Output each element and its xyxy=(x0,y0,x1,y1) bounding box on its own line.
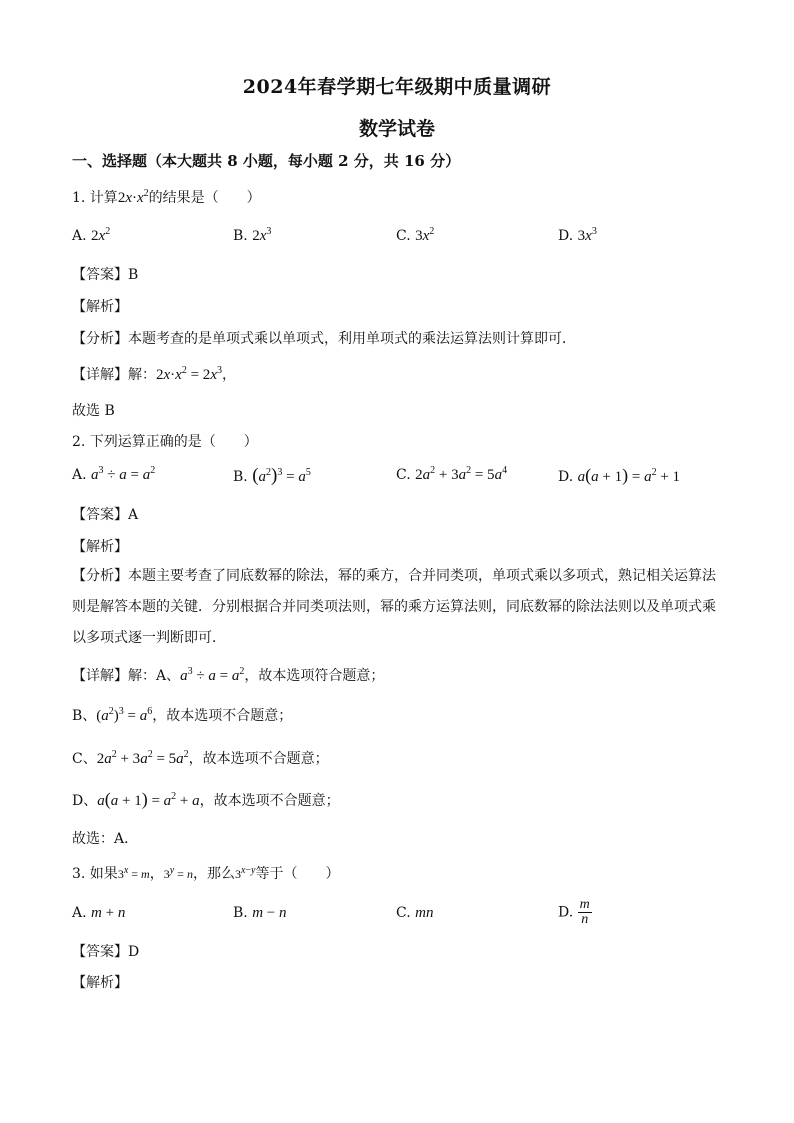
question-3-stem: 3. 如果$3^x = m$，$3^y = n$，那么$3^{x-y}$等于（ ） xyxy=(72,865,340,882)
page-title: 2024年春学期七年级期中质量调研 xyxy=(242,76,552,98)
q1-analysis: 【分析】本题考查的是单项式乘以单项式，利用单项式的乘法运算法则计算即可． xyxy=(72,331,576,347)
q1-conclusion: 故选 B xyxy=(72,403,115,419)
q1-answer: 【答案】B xyxy=(72,267,139,283)
q1-option-c: C. $3x^2$ xyxy=(396,226,435,244)
q2-analysis: 【分析】本题主要考查了同底数幂的除法，幂的乘方，合并同类项，单项式乘以多项式，熟记相关运算法则是解答本题的关键．分别根据合并同类项法则，幂的乘方运算法则，同底数幂的除法法则以及单项式乘以多项式逐一判断即可． xyxy=(72,568,716,646)
q1-option-a: A. $2x^2$ xyxy=(72,226,111,244)
page-subtitle: 数学试卷 xyxy=(358,118,435,140)
q2-answer: 【答案】A xyxy=(72,507,139,523)
q2-option-c: C. $2a^2 + 3a^2 = 5a^4$ xyxy=(396,465,508,483)
q1-stem-suffix: 的结果是（ ） xyxy=(148,190,261,206)
q2-detail-a: 【详解】解：A、$a^3 \div a = a^2$，故本选项符合题意； xyxy=(72,666,385,684)
question-1-stem xyxy=(72,187,261,207)
q1-stem-prefix: 1. 计算 xyxy=(72,190,118,206)
q1-expression: $2x\cdot x^2$ xyxy=(117,188,149,206)
q2-option-b: B. $(a^2)^3 = a^5$ xyxy=(233,465,311,486)
q3-jiexi-label: 【解析】 xyxy=(72,975,128,991)
q1-jiexi-label: 【解析】 xyxy=(72,299,128,315)
q1-detail: 【详解】解：$2x\cdot x^2 = 2x^3$， xyxy=(72,365,236,383)
q2-conclusion: 故选：A． xyxy=(72,831,139,847)
q3-answer: 【答案】D xyxy=(72,944,140,960)
q3-option-c: C. mn xyxy=(396,905,434,921)
q2-jiexi-label: 【解析】 xyxy=(72,539,128,555)
q2-detail-d: D、$a(a + 1) = a^2 + a$，故本选项不合题意； xyxy=(72,789,340,809)
q2-detail-b: B、$(a^2)^3 = a^6$，故本选项不合题意； xyxy=(72,706,293,724)
q1-option-d: D. $3x^3$ xyxy=(558,226,597,244)
q2-detail-c: C、$2a^2 + 3a^2 = 5a^2$，故本选项不合题意； xyxy=(72,749,329,767)
q3-fraction: $\frac{m}{n}$ xyxy=(579,897,590,927)
question-2-stem: 2. 下列运算正确的是（ ） xyxy=(72,434,258,450)
q3-option-a: A. m + n xyxy=(72,905,126,921)
q3-option-d: D. $\frac{m}{n}$ xyxy=(558,897,590,927)
q3-option-b: B. m − n xyxy=(233,905,287,921)
q1-option-b: B. $2x^3$ xyxy=(233,226,272,244)
q2-option-a: A. $a^3 \div a = a^2$ xyxy=(72,465,156,483)
q2-option-d: D. $a(a + 1) = a^2 + 1$ xyxy=(558,465,681,485)
section-heading: 一、选择题（本大题共 8 小题，每小题 2 分，共 16 分） xyxy=(72,152,461,170)
